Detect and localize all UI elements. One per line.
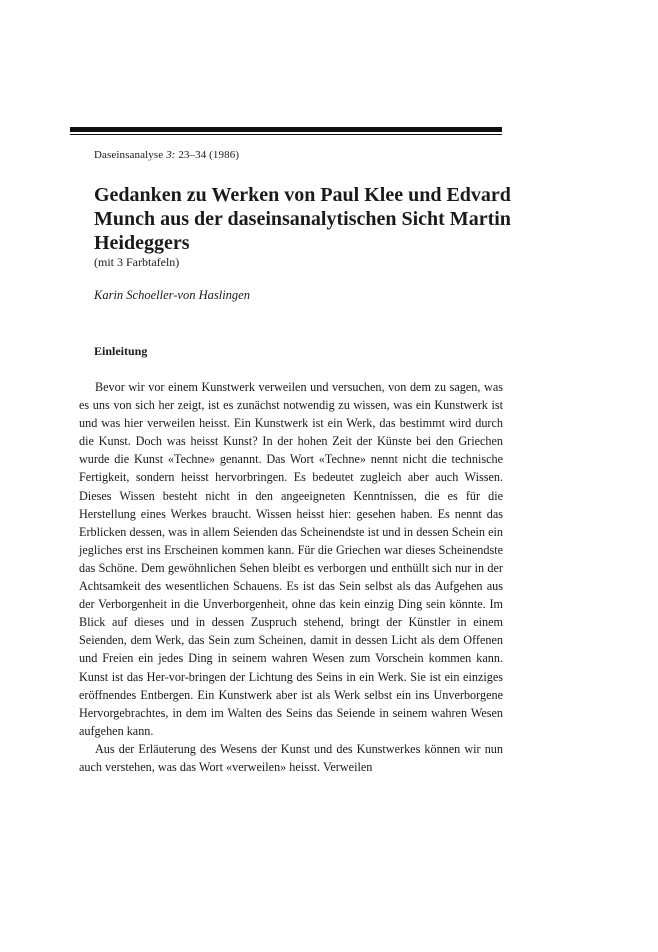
journal-citation xyxy=(94,149,239,161)
section-heading: Einleitung xyxy=(94,344,148,358)
header-rule-thin xyxy=(70,134,502,135)
body-paragraph: Bevor wir vor einem Kunstwerk verweilen und versuchen, von dem zu sagen, was es uns von sich her zeigt, ist es zunächst notwendig zu wissen, was ein Kunstwerk ist und was hier verweilen heisst. Ein Kunstwerk ist ein Werk, das bestimmt wird durch die Kunst. Doch was heisst Kunst? In der hohen Zeit der Künste bei den Griechen wurde die Kunst «Techne» genannt. Das Wort «Techne» nennt nicht die technische Fertigkeit, sondern heisst hervorbringen. Es bedeutet zugleich aber auch Wissen. Dieses Wissen besteht nicht in den angeeigneten Kenntnissen, die es für die Herstellung eines Werkes braucht. Wissen heisst hier: gesehen haben. Es nennt das Erblicken dessen, was in allem Seienden das Scheinendste ist und in dessen Schein ein jegliches erst ins Erscheinen kommen kann. Für die Griechen war dieses Scheinendste das Schöne. Dem gewöhnlichen Sehen bleibt es verborgen und enthüllt sich nur in der Achtsamkeit des wesentlichen Schauens. Es ist das Sein selbst als das Aufgehen aus der Verborgenheit in die Unverborgenheit, ohne das kein einzig Ding sein könnte. Im Blick auf dieses und in dessen Zuspruch stehend, bringt der Künstler in einem Seienden, dem Werk, das Sein zum Scheinen, damit in dessen Licht als dem Offenen und Freien ein jedes Ding in seinem wahren Wesen zum Vorschein kommen kann. Kunst ist das Her-vor-bringen der Lichtung des Seins in ein Werk. Sie ist ein einziges eröffnendes Entbergen. Ein Kunstwerk aber ist als Werk selbst ein ins Unverborgene Hervorgebrachtes, in dem im Walten des Seins das Seiende in seinem wahren Wesen aufgehen kann. xyxy=(79,380,503,738)
body-paragraph: Aus der Erläuterung des Wesens der Kunst und des Kunstwerkes können wir nun auch verstehen, was das Wort «verweilen» heisst. Verweilen xyxy=(79,741,503,774)
header-rule-thick xyxy=(70,127,502,132)
body-text xyxy=(79,378,503,776)
article-title: Gedanken zu Werken von Paul Klee und Edvard Munch aus der daseinsanalytischen Sicht Martin Heideggers xyxy=(94,184,511,254)
journal-name: Daseinsanalyse xyxy=(94,149,164,161)
journal-volume: 3: xyxy=(166,149,176,161)
article-author: Karin Schoeller-von Haslingen xyxy=(94,288,250,302)
journal-pages-year: 23–34 (1986) xyxy=(178,149,240,161)
article-subtitle: (mit 3 Farbtafeln) xyxy=(94,255,180,269)
